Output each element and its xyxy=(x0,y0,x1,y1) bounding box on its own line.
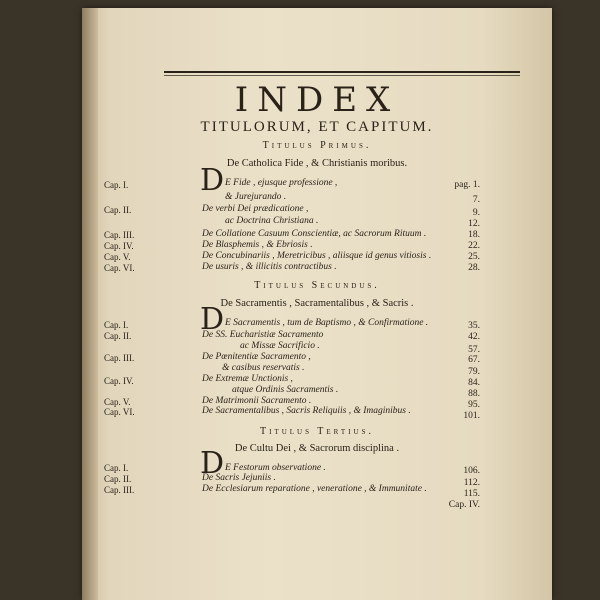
page-title: INDEX xyxy=(234,80,400,120)
page-number: 79. xyxy=(468,367,480,377)
chapter-title: E Fide , ejusque professione , xyxy=(225,178,338,188)
chapter-number: Cap. II. xyxy=(104,474,132,484)
page-number: 35. xyxy=(468,321,480,331)
chapter-number: Cap. II. xyxy=(104,331,132,341)
drop-cap: D xyxy=(200,302,225,337)
chapter-title: ac Doctrina Christiana . xyxy=(225,216,319,226)
page-number: 67. xyxy=(468,355,480,365)
header-rule-thin xyxy=(164,75,520,76)
chapter-title: De verbi Dei prædicatione , xyxy=(202,204,309,214)
chapter-title: De Extremæ Unctionis , xyxy=(202,374,293,384)
page-number: 9. xyxy=(472,208,480,218)
chapter-title: De Blasphemis , & Ebriosis . xyxy=(202,240,313,250)
chapter-number: Cap. I. xyxy=(104,463,129,473)
header-rule xyxy=(164,71,520,73)
chapter-number: Cap. V. xyxy=(104,397,131,407)
page-number: 57. xyxy=(468,345,480,355)
chapter-title: De SS. Eucharistiæ Sacramento xyxy=(202,330,324,340)
chapter-number: Cap. I. xyxy=(104,180,129,190)
chapter-number: Cap. III. xyxy=(104,353,135,363)
page-subtitle: TITULORUM, ET CAPITUM. xyxy=(200,119,434,135)
chapter-number: Cap. IV. xyxy=(104,376,134,386)
chapter-title: & Jurejurando . xyxy=(225,192,287,202)
chapter-title: De Concubinariis , Meretricibus , aliisque id genus vitiosis . xyxy=(202,251,432,261)
chapter-number: Cap. III. xyxy=(104,230,135,240)
page-number: 12. xyxy=(468,219,480,229)
page-number: 95. xyxy=(468,400,480,410)
chapter-title: ac Missæ Sacrificio . xyxy=(240,341,320,351)
chapter-title: E Sacramentis , tum de Baptismo , & Confirmatione . xyxy=(225,318,429,328)
chapter-number: Cap. II. xyxy=(104,205,132,215)
chapter-title: De Pœnitentiæ Sacramento , xyxy=(202,352,311,362)
page-number: 42. xyxy=(468,332,480,342)
chapter-number: Cap. VI. xyxy=(104,263,135,273)
drop-cap: D xyxy=(200,163,225,198)
section-heading: De Catholica Fide , & Christianis moribus. xyxy=(226,158,408,169)
chapter-title: & casibus reservatis . xyxy=(222,363,305,373)
page-number: 28. xyxy=(468,263,480,273)
page-number: 22. xyxy=(468,241,480,251)
page-number: 84. xyxy=(468,378,480,388)
page-number: 25. xyxy=(468,252,480,262)
chapter-title: De usuris , & illicitis contractibus . xyxy=(202,262,337,272)
page-number: pag. 1. xyxy=(454,180,480,190)
titulus-heading: Titulus Secundus. xyxy=(254,280,380,291)
chapter-title: De Sacramentalibus , Sacris Reliquiis , & Imaginibus . xyxy=(202,406,411,416)
chapter-number: Cap. I. xyxy=(104,320,129,330)
chapter-title: De Collatione Casuum Conscientiæ, ac Sacrorum Rituum . xyxy=(202,229,427,239)
chapter-number: Cap. IV. xyxy=(104,241,134,251)
page-number: 106. xyxy=(463,466,480,476)
catchword: Cap. IV. xyxy=(448,500,480,510)
section-heading: De Sacramentis , Sacramentalibus , & Sacris . xyxy=(220,298,414,309)
chapter-title: De Sacris Jejuniis . xyxy=(202,473,276,483)
chapter-title: E Festorum observatione . xyxy=(225,463,326,473)
chapter-number: Cap. V. xyxy=(104,252,131,262)
book-page xyxy=(82,8,552,600)
chapter-number: Cap. III. xyxy=(104,485,135,495)
page-number: 7. xyxy=(472,195,480,205)
page-number: 115. xyxy=(463,489,480,499)
page-number: 101. xyxy=(463,411,480,421)
chapter-title: De Matrimonii Sacramento . xyxy=(202,396,312,406)
chapter-number: Cap. VI. xyxy=(104,407,135,417)
page-number: 88. xyxy=(468,389,480,399)
section-heading: De Cultu Dei , & Sacrorum disciplina . xyxy=(234,443,400,454)
titulus-heading: Titulus Primus. xyxy=(262,140,372,151)
chapter-title: atque Ordinis Sacramentis . xyxy=(232,385,339,395)
chapter-title: De Ecclesiarum reparatione , veneratione , & Immunitate . xyxy=(202,484,427,494)
drop-cap: D xyxy=(200,446,225,481)
page-number: 18. xyxy=(468,230,480,240)
page-number: 112. xyxy=(463,478,480,488)
titulus-heading: Titulus Tertius. xyxy=(259,426,374,437)
